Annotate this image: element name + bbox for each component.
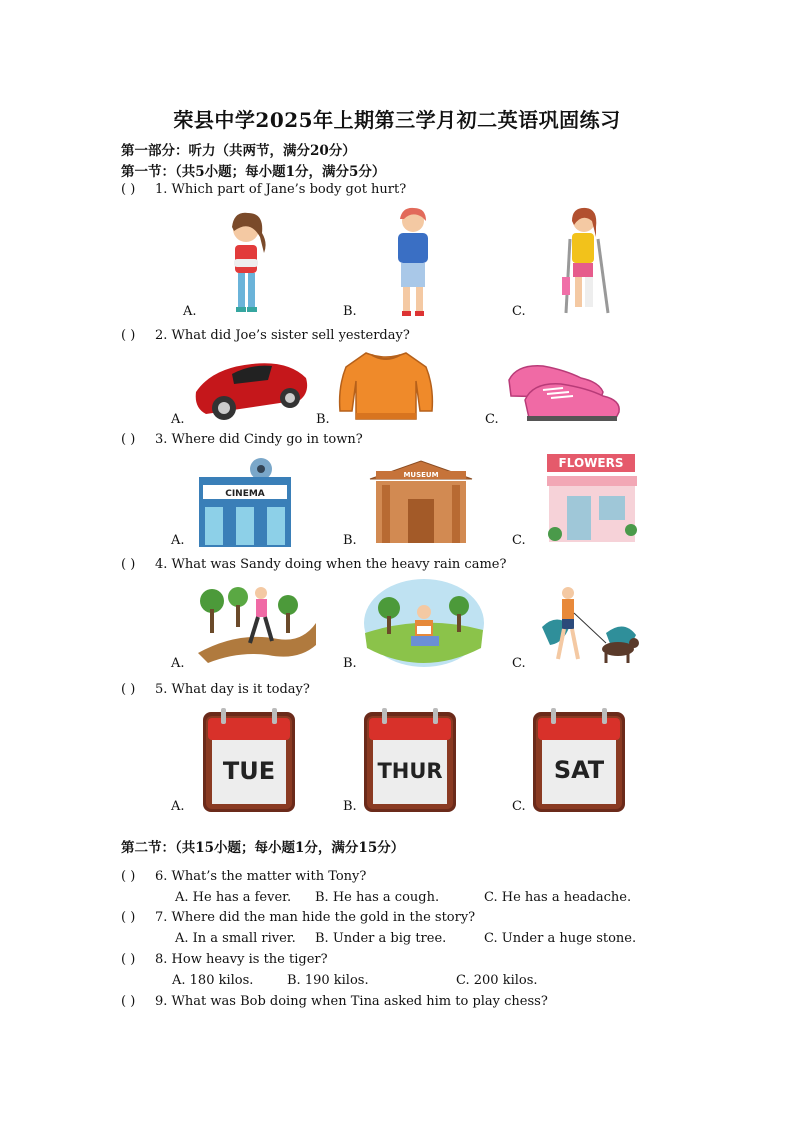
option-a-label[interactable]: A. bbox=[171, 412, 185, 427]
girl-walking-dog-image bbox=[536, 583, 640, 669]
option-c-label[interactable]: C. bbox=[512, 533, 526, 548]
calendar-day-text: SAT bbox=[553, 756, 605, 784]
q6-option-a[interactable]: A. He has a fever. bbox=[175, 890, 292, 905]
answer-bracket[interactable]: ( ) bbox=[121, 682, 136, 697]
calendar-day-text: THUR bbox=[377, 759, 443, 783]
q8-option-c[interactable]: C. 200 kilos. bbox=[456, 973, 538, 988]
answer-bracket[interactable]: ( ) bbox=[121, 182, 136, 197]
option-b-label[interactable]: B. bbox=[343, 799, 357, 814]
option-c-label[interactable]: C. bbox=[512, 304, 526, 319]
option-a-label[interactable]: A. bbox=[183, 304, 197, 319]
question-5: ( ) 5. What day is it today? bbox=[121, 682, 310, 697]
question-3: ( ) 3. Where did Cindy go in town? bbox=[121, 432, 363, 447]
option-b-label[interactable]: B. bbox=[343, 656, 357, 671]
option-c-label[interactable]: C. bbox=[512, 799, 526, 814]
answer-bracket[interactable]: ( ) bbox=[121, 328, 136, 343]
option-c-label[interactable]: C. bbox=[512, 656, 526, 671]
red-car-image bbox=[192, 352, 310, 424]
girl-reading-outdoors-image bbox=[363, 578, 485, 668]
option-b-label[interactable]: B. bbox=[343, 304, 357, 319]
calendar-tuesday-image bbox=[203, 708, 295, 812]
girl-crutches-image bbox=[558, 205, 618, 317]
museum-image bbox=[366, 459, 476, 545]
q7-option-b[interactable]: B. Under a big tree. bbox=[315, 931, 447, 946]
girl-hurt-arm-image bbox=[220, 207, 272, 317]
orange-sweater-image bbox=[336, 347, 436, 427]
girl-jogging-park-image bbox=[198, 583, 318, 663]
option-c-label[interactable]: C. bbox=[485, 412, 499, 427]
cinema-image bbox=[195, 457, 295, 549]
answer-bracket[interactable]: ( ) bbox=[121, 994, 136, 1009]
calendar-saturday-image bbox=[533, 708, 625, 812]
q7-option-a[interactable]: A. In a small river. bbox=[175, 931, 296, 946]
question-1: ( ) 1. Which part of Jane’s body got hurt? bbox=[121, 182, 407, 197]
answer-bracket[interactable]: ( ) bbox=[121, 557, 136, 572]
page-title: 荣县中学2025年上期第三学月初二英语巩固练习 bbox=[173, 108, 621, 132]
section2-header: 第二节：（共15小题；每小题1分，满分15分） bbox=[121, 840, 405, 856]
q6-option-b[interactable]: B. He has a cough. bbox=[315, 890, 440, 905]
calendar-thursday-image bbox=[364, 708, 456, 812]
calendar-day-text: TUE bbox=[222, 757, 276, 785]
question-7: ( ) 7. Where did the man hide the gold in the story? bbox=[121, 910, 476, 925]
answer-bracket[interactable]: ( ) bbox=[121, 432, 136, 447]
flower-shop-image bbox=[543, 452, 643, 546]
cinema-sign: CINEMA bbox=[225, 489, 265, 499]
pink-shoes-image bbox=[503, 352, 621, 424]
answer-bracket[interactable]: ( ) bbox=[121, 910, 136, 925]
section1-header: 第一节：（共5小题；每小题1分，满分5分） bbox=[121, 164, 386, 180]
question-2: ( ) 2. What did Joe’s sister sell yesterday? bbox=[121, 328, 410, 343]
option-b-label[interactable]: B. bbox=[316, 412, 330, 427]
option-b-label[interactable]: B. bbox=[343, 533, 357, 548]
woman-knee-injury-image bbox=[390, 205, 436, 317]
question-4: ( ) 4. What was Sandy doing when the heavy rain came? bbox=[121, 557, 507, 572]
part1-header: 第一部分：听力（共两节，满分20分） bbox=[121, 143, 356, 159]
option-a-label[interactable]: A. bbox=[171, 656, 185, 671]
question-9: ( ) 9. What was Bob doing when Tina asked him to play chess? bbox=[121, 994, 548, 1009]
flowers-sign: FLOWERS bbox=[558, 456, 624, 470]
q8-option-b[interactable]: B. 190 kilos. bbox=[287, 973, 369, 988]
q6-option-c[interactable]: C. He has a headache. bbox=[484, 890, 632, 905]
question-8: ( ) 8. How heavy is the tiger? bbox=[121, 952, 328, 967]
option-a-label[interactable]: A. bbox=[171, 533, 185, 548]
q8-option-a[interactable]: A. 180 kilos. bbox=[172, 973, 254, 988]
question-6: ( ) 6. What’s the matter with Tony? bbox=[121, 869, 367, 884]
option-a-label[interactable]: A. bbox=[171, 799, 185, 814]
q7-option-c[interactable]: C. Under a huge stone. bbox=[484, 931, 637, 946]
answer-bracket[interactable]: ( ) bbox=[121, 952, 136, 967]
answer-bracket[interactable]: ( ) bbox=[121, 869, 136, 884]
museum-sign: MUSEUM bbox=[403, 471, 439, 479]
